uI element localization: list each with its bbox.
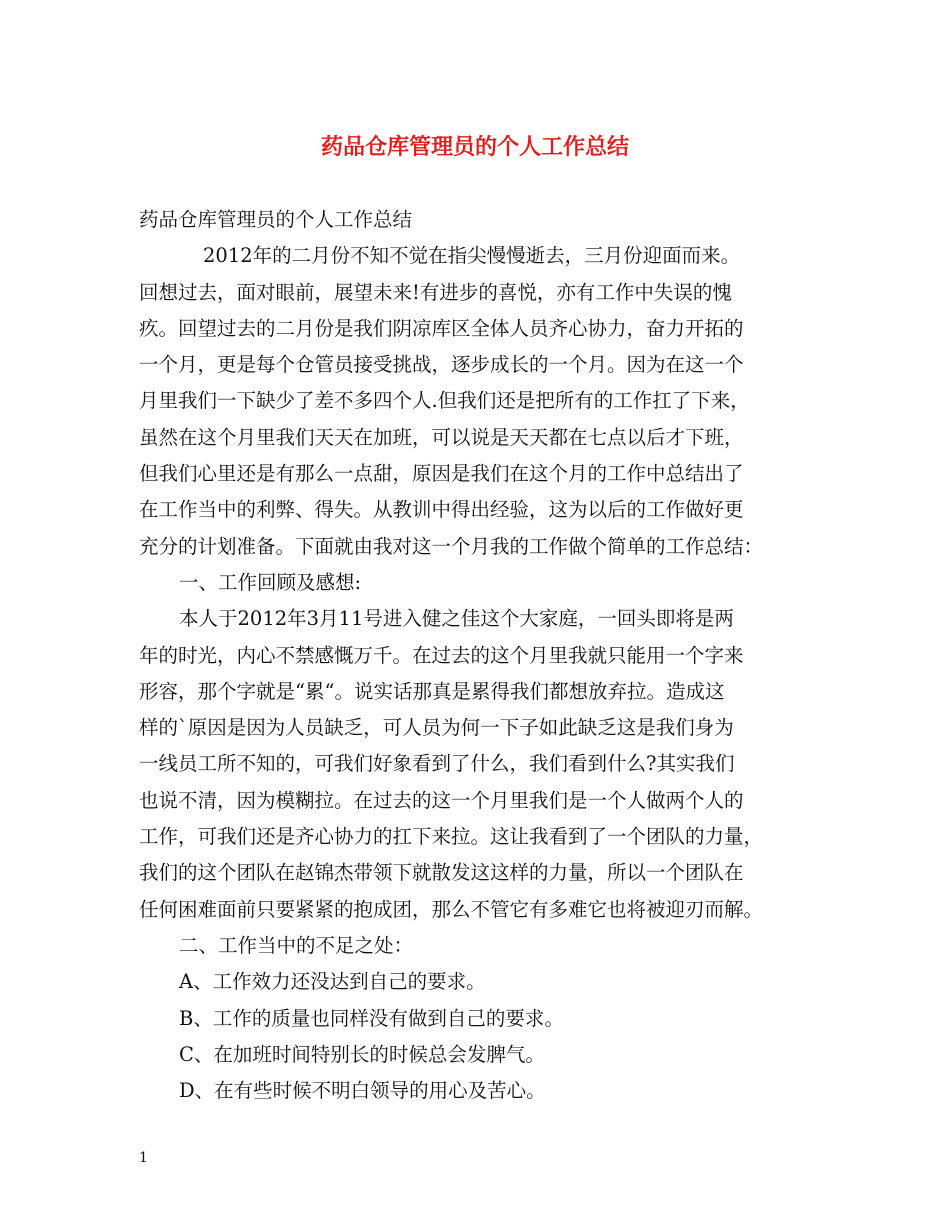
paragraph-line: 年的时光，内心不禁感慨万千。在过去的这个月里我就只能用一个字来	[139, 643, 744, 667]
subtitle-line: 药品仓库管理员的个人工作总结	[139, 208, 413, 231]
document-body	[139, 202, 829, 1109]
paragraph-line: 样的`原因是因为人员缺乏，可人员为何一下子如此缺乏这是我们身为	[139, 716, 734, 740]
list-item: D、在有些时候不明白领导的用心及苦心。	[179, 1079, 546, 1103]
paragraph-line: 回想过去，面对眼前，展望未来!有进步的喜悦，亦有工作中失误的愧	[139, 280, 732, 304]
page-number: 1	[139, 1150, 148, 1166]
paragraph-line: 2012年的二月份不知不觉在指尖慢慢逝去，三月份迎面而来。	[203, 244, 741, 268]
paragraph-line: 也说不清，因为模糊拉。在过去的这一个月里我们是一个人做两个人的	[139, 788, 744, 812]
paragraph-line: 工作，可我们还是齐心协力的扛下来拉。这让我看到了一个团队的力量，	[139, 825, 764, 849]
paragraph-line: 虽然在这个月里我们天天在加班，可以说是天天都在七点以后才下班，	[139, 425, 744, 449]
list-item: B、工作的质量也同样没有做到自己的要求。	[179, 1006, 564, 1030]
section-heading: 二、工作当中的不足之处：	[179, 933, 414, 957]
paragraph-line: 本人于2012年3月11号进入健之佳这个大家庭，一回头即将是两	[179, 607, 734, 631]
paragraph-line: 充分的计划准备。下面就由我对这一个月我的工作做个简单的工作总结：	[139, 534, 764, 558]
section-heading: 一、工作回顾及感想:	[179, 570, 362, 594]
list-item: C、在加班时间特别长的时候总会发脾气。	[179, 1042, 545, 1066]
paragraph-line: 疚。回望过去的二月份是我们阴凉库区全体人员齐心协力，奋力开拓的	[139, 316, 744, 340]
paragraph-line: 在工作当中的利弊、得失。从教训中得出经验，这为以后的工作做好更	[139, 498, 744, 522]
paragraph-line: 形容，那个字就是“累“。说实话那真是累得我们都想放弃拉。造成这	[139, 679, 725, 703]
paragraph-line: 月里我们一下缺少了差不多四个人.但我们还是把所有的工作扛了下来，	[139, 389, 750, 413]
paragraph-line: 但我们心里还是有那么一点甜，原因是我们在这个月的工作中总结出了	[139, 462, 744, 486]
paragraph-line: 我们的这个团队在赵锦杰带领下就散发这这样的力量，所以一个团队在	[139, 861, 744, 885]
document-title: 药品仓库管理员的个人工作总结	[320, 135, 629, 160]
paragraph-line: 任何困难面前只要紧紧的抱成团，那么不管它有多难它也将被迎刃而解。	[139, 897, 764, 921]
paragraph-line: 一线员工所不知的，可我们好象看到了什么，我们看到什么?其实我们	[139, 752, 735, 776]
paragraph-line: 一个月，更是每个仓管员接受挑战，逐步成长的一个月。因为在这一个	[139, 353, 744, 377]
list-item: A、工作效力还没达到自己的要求。	[179, 970, 486, 994]
